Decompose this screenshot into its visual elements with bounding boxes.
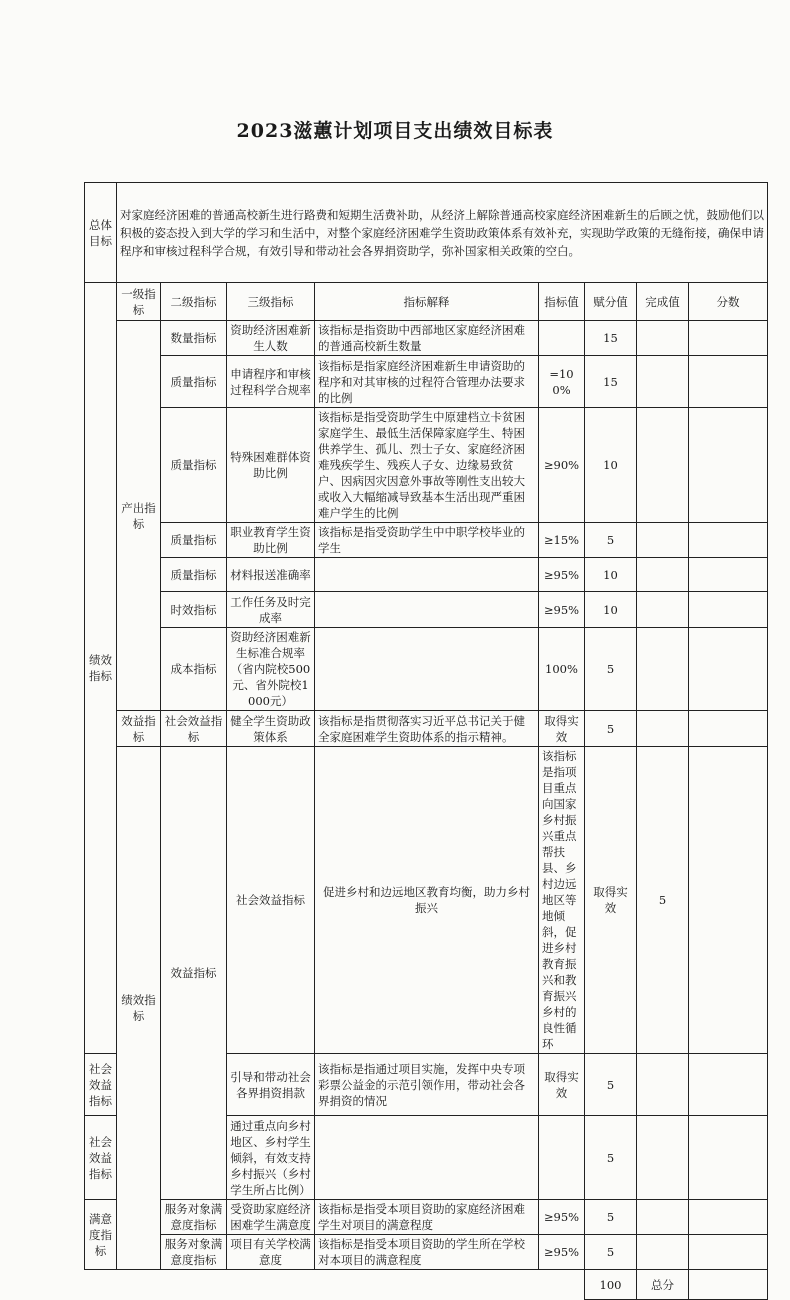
points-cell — [689, 592, 768, 628]
value-cell: 取得实效 — [585, 747, 637, 1054]
level3-cell: 职业教育学生资助比例 — [227, 523, 315, 558]
overall-goal-label: 总体目标 — [85, 183, 117, 283]
explain-cell: 该指标是指受资助学生中中职学校毕业的学生 — [315, 523, 539, 558]
score-cell: 15 — [585, 321, 637, 356]
header-level3: 三级指标 — [227, 283, 315, 321]
level3-cell: 引导和带动社会各界捐资捐款 — [227, 1054, 315, 1116]
explain-cell — [315, 628, 539, 711]
header-level1: 一级指标 — [117, 283, 161, 321]
value-cell: =100% — [539, 356, 585, 408]
done-cell — [637, 1200, 689, 1235]
page-title: 2023滋蕙计划项目支出绩效目标表 — [236, 120, 554, 142]
header-done: 完成值 — [637, 283, 689, 321]
total-row-spacer — [85, 1270, 585, 1300]
header-value: 指标值 — [539, 283, 585, 321]
level2-cell: 质量指标 — [161, 408, 227, 523]
level2-cell: 时效指标 — [161, 592, 227, 628]
explain-cell: 该指标是指资助中西部地区家庭经济困难的普通高校新生数量 — [315, 321, 539, 356]
score-cell: 5 — [585, 628, 637, 711]
done-cell — [637, 523, 689, 558]
table-row — [85, 747, 768, 1054]
score-cell: 5 — [585, 1235, 637, 1270]
level2-cell: 数量指标 — [161, 321, 227, 356]
total-row — [85, 1270, 768, 1300]
explain-cell — [315, 558, 539, 592]
level3-cell: 申请程序和审核过程科学合规率 — [227, 356, 315, 408]
value-cell — [539, 1116, 585, 1200]
level2-cell: 质量指标 — [161, 356, 227, 408]
table-row — [85, 628, 768, 711]
total-score-value: 100 — [585, 1270, 637, 1300]
explain-cell: 该指标是指受本项目资助的家庭经济困难学生对项目的满意程度 — [315, 1200, 539, 1235]
score-cell: 5 — [585, 1116, 637, 1200]
points-cell — [689, 523, 768, 558]
level3-cell: 材料报送准确率 — [227, 558, 315, 592]
points-cell — [689, 1235, 768, 1270]
explain-cell: 该指标是指家庭经济困难新生申请资助的程序和对其审核的过程符合管理办法要求的比例 — [315, 356, 539, 408]
points-cell — [689, 628, 768, 711]
done-cell — [689, 747, 768, 1054]
level2-cell: 社会效益指标 — [85, 1116, 117, 1200]
done-cell — [637, 558, 689, 592]
explain-cell — [315, 592, 539, 628]
explain-cell: 该指标是指受本项目资助的学生所在学校对本项目的满意程度 — [315, 1235, 539, 1270]
level2-cell: 质量指标 — [161, 558, 227, 592]
score-cell: 10 — [585, 558, 637, 592]
done-cell — [637, 321, 689, 356]
total-points-cell — [689, 1270, 768, 1300]
explain-cell: 该指标是指项目重点向国家乡村振兴重点帮扶县、乡村边远地区等地倾斜，促进乡村教育振兴和教育振兴乡村的良性循环 — [539, 747, 585, 1054]
header-points: 分数 — [689, 283, 768, 321]
header-level2: 二级指标 — [161, 283, 227, 321]
points-cell — [689, 1054, 768, 1116]
benefit-indicator-label: 效益指标 — [117, 711, 161, 747]
output-indicator-label: 产出指标 — [117, 321, 161, 711]
table-row — [85, 408, 768, 523]
header-explain: 指标解释 — [315, 283, 539, 321]
level2-cell: 服务对象满意度指标 — [161, 1235, 227, 1270]
done-cell — [637, 711, 689, 747]
points-cell — [689, 408, 768, 523]
level2-cell: 质量指标 — [161, 523, 227, 558]
value-cell: ≥95% — [539, 1200, 585, 1235]
done-cell — [637, 628, 689, 711]
explain-cell — [315, 1116, 539, 1200]
benefit-indicator-label-2: 效益指标 — [161, 747, 227, 1200]
table-row — [85, 321, 768, 356]
level2-cell: 服务对象满意度指标 — [161, 1200, 227, 1235]
value-cell: 取得实效 — [539, 1054, 585, 1116]
explain-cell: 该指标是指通过项目实施，发挥中央专项彩票公益金的示范引领作用，带动社会各界捐资的情况 — [315, 1054, 539, 1116]
value-cell: ≥90% — [539, 408, 585, 523]
level3-cell: 特殊困难群体资助比例 — [227, 408, 315, 523]
score-cell: 5 — [637, 747, 689, 1054]
value-cell: 取得实效 — [539, 711, 585, 747]
level3-cell: 工作任务及时完成率 — [227, 592, 315, 628]
group2-label: 绩效指标 — [117, 747, 161, 1270]
level2-cell: 社会效益指标 — [85, 1054, 117, 1116]
value-cell: ≥95% — [539, 592, 585, 628]
score-cell: 15 — [585, 356, 637, 408]
done-cell — [637, 1116, 689, 1200]
overall-goal-row — [85, 183, 768, 283]
score-cell: 10 — [585, 592, 637, 628]
score-cell: 5 — [585, 711, 637, 747]
points-cell — [689, 558, 768, 592]
value-cell: ≥95% — [539, 1235, 585, 1270]
level3-cell: 资助经济困难新生标准合规率（省内院校500元、省外院校1000元） — [227, 628, 315, 711]
table-row — [85, 356, 768, 408]
total-score-label: 总分 — [637, 1270, 689, 1300]
level2-cell: 成本指标 — [161, 628, 227, 711]
level3-cell: 通过重点向乡村地区、乡村学生倾斜，有效支持乡村振兴（乡村学生所占比例） — [227, 1116, 315, 1200]
table-row — [85, 711, 768, 747]
score-cell: 10 — [585, 408, 637, 523]
overall-goal-text: 对家庭经济困难的普通高校新生进行路费和短期生活费补助，从经济上解除普通高校家庭经济困难新生的后顾之忧，鼓励他们以积极的姿态投入到大学的学习和生活中，对整个家庭经济困难学生资助政策体系有效补充，实现助学政策的无缝衔接，确保申请程序和审核过程科学合规，有效引导和带动社会各界捐资助学，弥补国家相关政策的空白。 — [117, 183, 768, 283]
level3-cell: 资助经济困难新生人数 — [227, 321, 315, 356]
group1-label: 绩效指标 — [85, 283, 117, 1054]
value-cell: ≥95% — [539, 558, 585, 592]
level3-cell: 促进乡村和边远地区教育均衡，助力乡村振兴 — [315, 747, 539, 1054]
table-row — [85, 1235, 768, 1270]
level3-cell: 受资助家庭经济困难学生满意度 — [227, 1200, 315, 1235]
level3-cell: 项目有关学校满意度 — [227, 1235, 315, 1270]
score-cell: 5 — [585, 1054, 637, 1116]
done-cell — [637, 408, 689, 523]
table-row — [85, 1200, 768, 1235]
level3-cell: 健全学生资助政策体系 — [227, 711, 315, 747]
table-row — [85, 558, 768, 592]
table-row — [85, 592, 768, 628]
done-cell — [637, 356, 689, 408]
explain-cell: 该指标是指贯彻落实习近平总书记关于健全家庭困难学生资助体系的指示精神。 — [315, 711, 539, 747]
value-cell: ≥15% — [539, 523, 585, 558]
header-score: 赋分值 — [585, 283, 637, 321]
points-cell — [689, 321, 768, 356]
score-cell: 5 — [585, 1200, 637, 1235]
done-cell — [637, 592, 689, 628]
header-row — [85, 283, 768, 321]
table-row — [85, 523, 768, 558]
points-cell — [689, 1116, 768, 1200]
value-cell: 100% — [539, 628, 585, 711]
level2-cell: 社会效益指标 — [161, 711, 227, 747]
done-cell — [637, 1235, 689, 1270]
value-cell — [539, 321, 585, 356]
done-cell — [637, 1054, 689, 1116]
performance-target-table — [84, 182, 768, 1300]
level2-cell: 社会效益指标 — [227, 747, 315, 1054]
points-cell — [689, 711, 768, 747]
satisfaction-indicator-label: 满意度指标 — [85, 1200, 117, 1270]
score-cell: 5 — [585, 523, 637, 558]
points-cell — [689, 1200, 768, 1235]
points-cell — [689, 356, 768, 408]
explain-cell: 该指标是指受资助学生中原建档立卡贫困家庭学生、最低生活保障家庭学生、特困供养学生、孤儿、烈士子女、家庭经济困难残疾学生、残疾人子女、边缘易致贫户、因病因灾因意外事故等刚性支出较大或收入大幅缩减导致基本生活出现严重困难户学生的比例 — [315, 408, 539, 523]
